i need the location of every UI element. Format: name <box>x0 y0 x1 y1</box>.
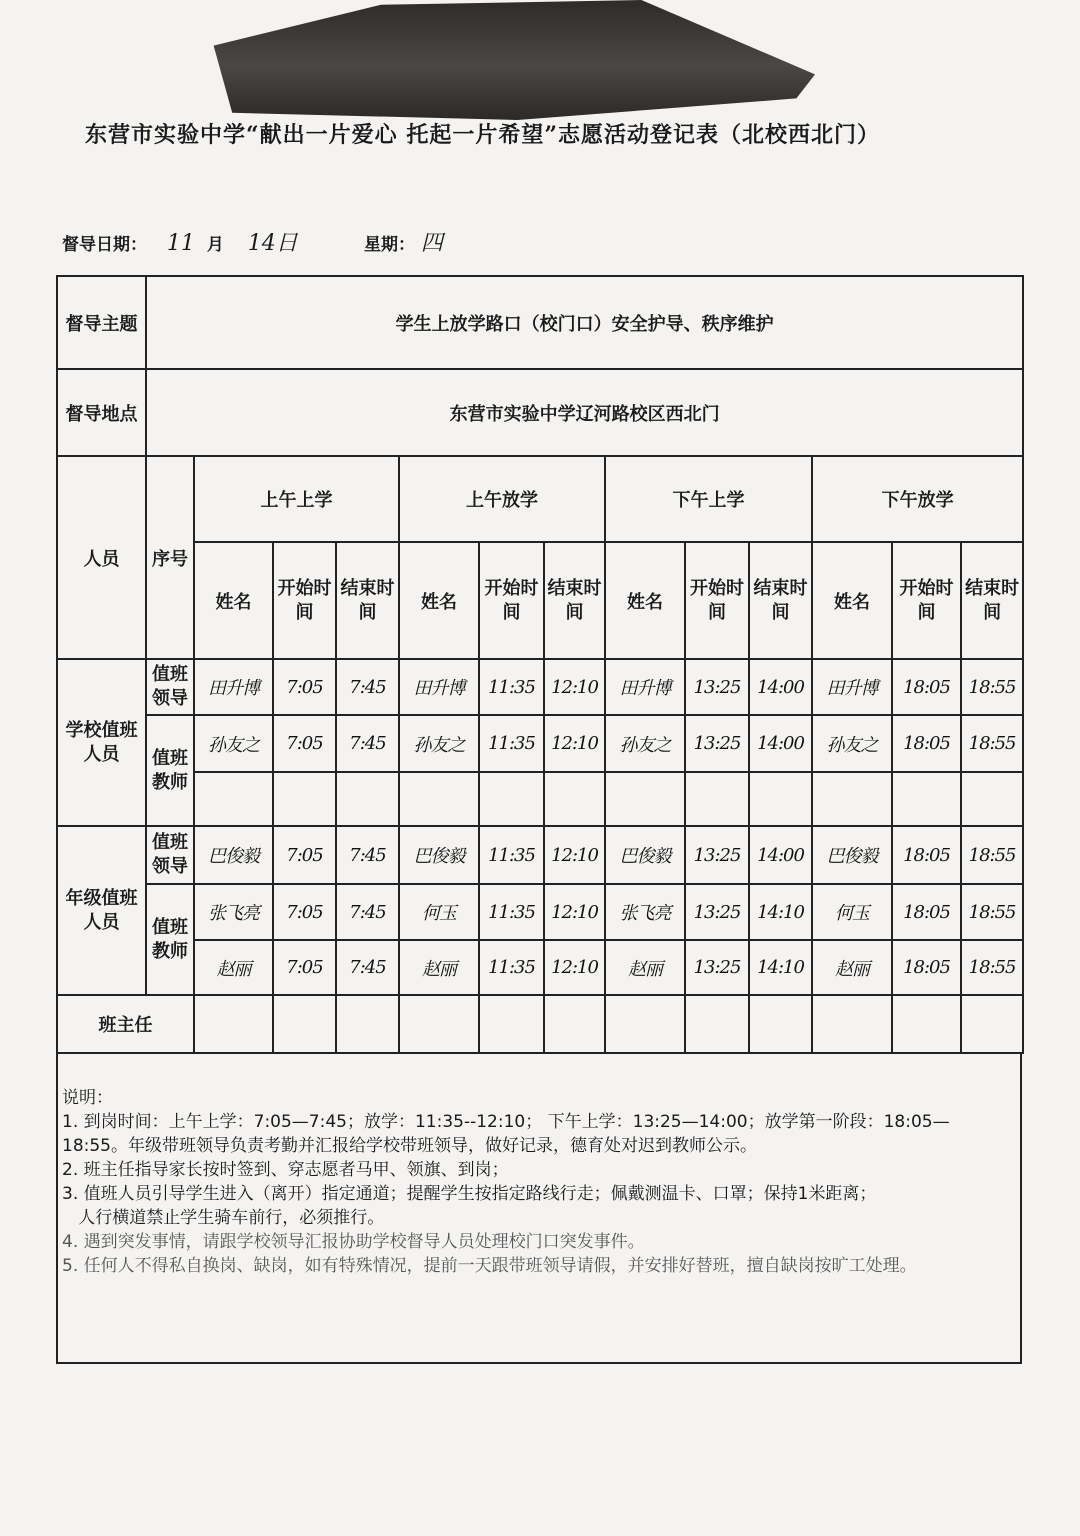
month-char: 月 <box>206 235 224 255</box>
col-start: 开始时间 <box>892 542 961 659</box>
time-cell: 11:35 <box>479 940 544 995</box>
col-start: 开始时间 <box>273 542 336 659</box>
col-end: 结束时间 <box>336 542 399 659</box>
col-name: 姓名 <box>194 542 273 659</box>
staff-label: 人员 <box>57 456 146 659</box>
time-cell: 18:05 <box>892 884 961 940</box>
time-cell: 11:35 <box>479 884 544 940</box>
form-title: 东营市实验中学“献出一片爱心 托起一片希望”志愿活动登记表（北校西北门） <box>85 122 880 148</box>
time-cell: 18:05 <box>892 826 961 884</box>
signature: 巴俊毅 <box>194 826 273 884</box>
period-header: 上午放学 <box>399 456 605 542</box>
time-cell <box>961 772 1023 826</box>
signature: 赵丽 <box>812 940 892 995</box>
note-item: 1. 到岗时间：上午上学：7:05—7:45；放学：11:35--12:10； 下午上学：13:25—14:00；放学第一阶段：18:05—18:55。年级带班领导负责考勤并汇报给学校带班领导，做好记录，德育处对迟到教师公示。 <box>62 1112 950 1156</box>
col-name: 姓名 <box>399 542 479 659</box>
time-cell: 11:35 <box>479 659 544 715</box>
notes-heading: 说明： <box>62 1088 113 1108</box>
seq-label: 序号 <box>146 456 194 659</box>
time-cell: 7:45 <box>336 715 399 772</box>
time-cell: 18:05 <box>892 659 961 715</box>
time-cell: 13:25 <box>685 659 749 715</box>
time-cell: 13:25 <box>685 715 749 772</box>
col-name: 姓名 <box>605 542 685 659</box>
time-cell: 7:45 <box>336 884 399 940</box>
signature: 巴俊毅 <box>812 826 892 884</box>
note-item: 2. 班主任指导家长按时签到、穿志愿者马甲、领旗、到岗； <box>62 1160 509 1180</box>
table-row <box>57 659 1023 715</box>
time-cell: 12:10 <box>544 715 605 772</box>
period-header: 下午上学 <box>605 456 812 542</box>
note-item: 人行横道禁止学生骑车前行，必须推行。 <box>62 1208 385 1228</box>
col-end: 结束时间 <box>961 542 1023 659</box>
time-cell: 13:25 <box>685 940 749 995</box>
date-day: 14日 <box>247 231 298 256</box>
duty-teacher-label: 值班教师 <box>146 715 194 826</box>
col-end: 结束时间 <box>749 542 812 659</box>
signature: 何玉 <box>399 884 479 940</box>
place-value: 东营市实验中学辽河路校区西北门 <box>146 369 1023 456</box>
col-start: 开始时间 <box>479 542 544 659</box>
time-cell: 18:55 <box>961 826 1023 884</box>
signature: 张飞亮 <box>194 884 273 940</box>
time-cell: 18:55 <box>961 884 1023 940</box>
time-cell: 18:55 <box>961 940 1023 995</box>
signature <box>812 772 892 826</box>
time-cell: 7:05 <box>273 715 336 772</box>
signature: 巴俊毅 <box>605 826 685 884</box>
head-teacher-label: 班主任 <box>57 995 194 1053</box>
time-cell: 18:55 <box>961 715 1023 772</box>
date-month: 11 <box>166 231 195 256</box>
time-cell: 7:45 <box>336 659 399 715</box>
topic-value: 学生上放学路口（校门口）安全护导、秩序维护 <box>146 276 1023 369</box>
duty-leader-label: 值班领导 <box>146 826 194 884</box>
time-cell <box>685 772 749 826</box>
registration-table <box>56 275 1024 1054</box>
table-row <box>57 826 1023 884</box>
signature <box>399 772 479 826</box>
time-cell: 18:55 <box>961 659 1023 715</box>
time-cell: 11:35 <box>479 826 544 884</box>
grade-duty-group: 年级值班人员 <box>57 826 146 995</box>
topic-label: 督导主题 <box>57 276 146 369</box>
table-row <box>57 995 1023 1053</box>
note-item: 3. 值班人员引导学生进入（离开）指定通道；提醒学生按指定路线行走；佩戴测温卡、口罩；保持1米距离； <box>62 1184 877 1204</box>
signature: 田升博 <box>194 659 273 715</box>
supervision-date <box>62 226 298 257</box>
period-header: 下午放学 <box>812 456 1023 542</box>
school-duty-group: 学校值班人员 <box>57 659 146 826</box>
time-cell: 7:05 <box>273 826 336 884</box>
signature: 田升博 <box>812 659 892 715</box>
time-cell: 13:25 <box>685 826 749 884</box>
time-cell <box>336 772 399 826</box>
time-cell: 7:05 <box>273 940 336 995</box>
signature <box>605 772 685 826</box>
place-label: 督导地点 <box>57 369 146 456</box>
signature: 赵丽 <box>605 940 685 995</box>
time-cell: 12:10 <box>544 940 605 995</box>
duty-teacher-label: 值班教师 <box>146 884 194 995</box>
signature: 何玉 <box>812 884 892 940</box>
time-cell <box>544 772 605 826</box>
signature <box>194 772 273 826</box>
time-cell: 7:05 <box>273 659 336 715</box>
time-cell: 12:10 <box>544 826 605 884</box>
table-row <box>57 940 1023 995</box>
col-start: 开始时间 <box>685 542 749 659</box>
signature: 孙友之 <box>605 715 685 772</box>
time-cell: 14:10 <box>749 940 812 995</box>
weekday-value: 四 <box>420 231 443 256</box>
time-cell <box>479 772 544 826</box>
time-cell: 7:45 <box>336 826 399 884</box>
weekday <box>364 226 443 257</box>
time-cell <box>273 772 336 826</box>
duty-leader-label: 值班领导 <box>146 659 194 715</box>
time-cell: 14:00 <box>749 659 812 715</box>
time-cell: 14:10 <box>749 884 812 940</box>
time-cell <box>749 772 812 826</box>
time-cell <box>892 772 961 826</box>
time-cell: 7:05 <box>273 884 336 940</box>
date-label: 督导日期： <box>62 235 147 255</box>
signature: 田升博 <box>605 659 685 715</box>
signature: 张飞亮 <box>605 884 685 940</box>
period-header: 上午上学 <box>194 456 399 542</box>
time-cell: 18:05 <box>892 715 961 772</box>
time-cell: 14:00 <box>749 715 812 772</box>
col-name: 姓名 <box>812 542 892 659</box>
signature: 孙友之 <box>194 715 273 772</box>
time-cell: 18:05 <box>892 940 961 995</box>
photo-shadow <box>195 0 815 120</box>
signature: 赵丽 <box>399 940 479 995</box>
time-cell: 11:35 <box>479 715 544 772</box>
table-row <box>57 715 1023 772</box>
time-cell: 12:10 <box>544 659 605 715</box>
col-end: 结束时间 <box>544 542 605 659</box>
note-item: 5. 任何人不得私自换岗、缺岗，如有特殊情况，提前一天跟带班领导请假，并安排好替班，擅自缺岗按旷工处理。 <box>62 1256 917 1276</box>
weekday-label: 星期： <box>364 235 415 255</box>
signature: 孙友之 <box>399 715 479 772</box>
signature: 巴俊毅 <box>399 826 479 884</box>
table-row <box>57 884 1023 940</box>
note-item: 4. 遇到突发事情，请跟学校领导汇报协助学校督导人员处理校门口突发事件。 <box>62 1232 645 1252</box>
signature: 赵丽 <box>194 940 273 995</box>
signature: 孙友之 <box>812 715 892 772</box>
time-cell: 12:10 <box>544 884 605 940</box>
signature: 田升博 <box>399 659 479 715</box>
table-row <box>57 772 1023 826</box>
time-cell: 14:00 <box>749 826 812 884</box>
time-cell: 13:25 <box>685 884 749 940</box>
time-cell: 7:45 <box>336 940 399 995</box>
notes-section <box>56 1052 1022 1364</box>
